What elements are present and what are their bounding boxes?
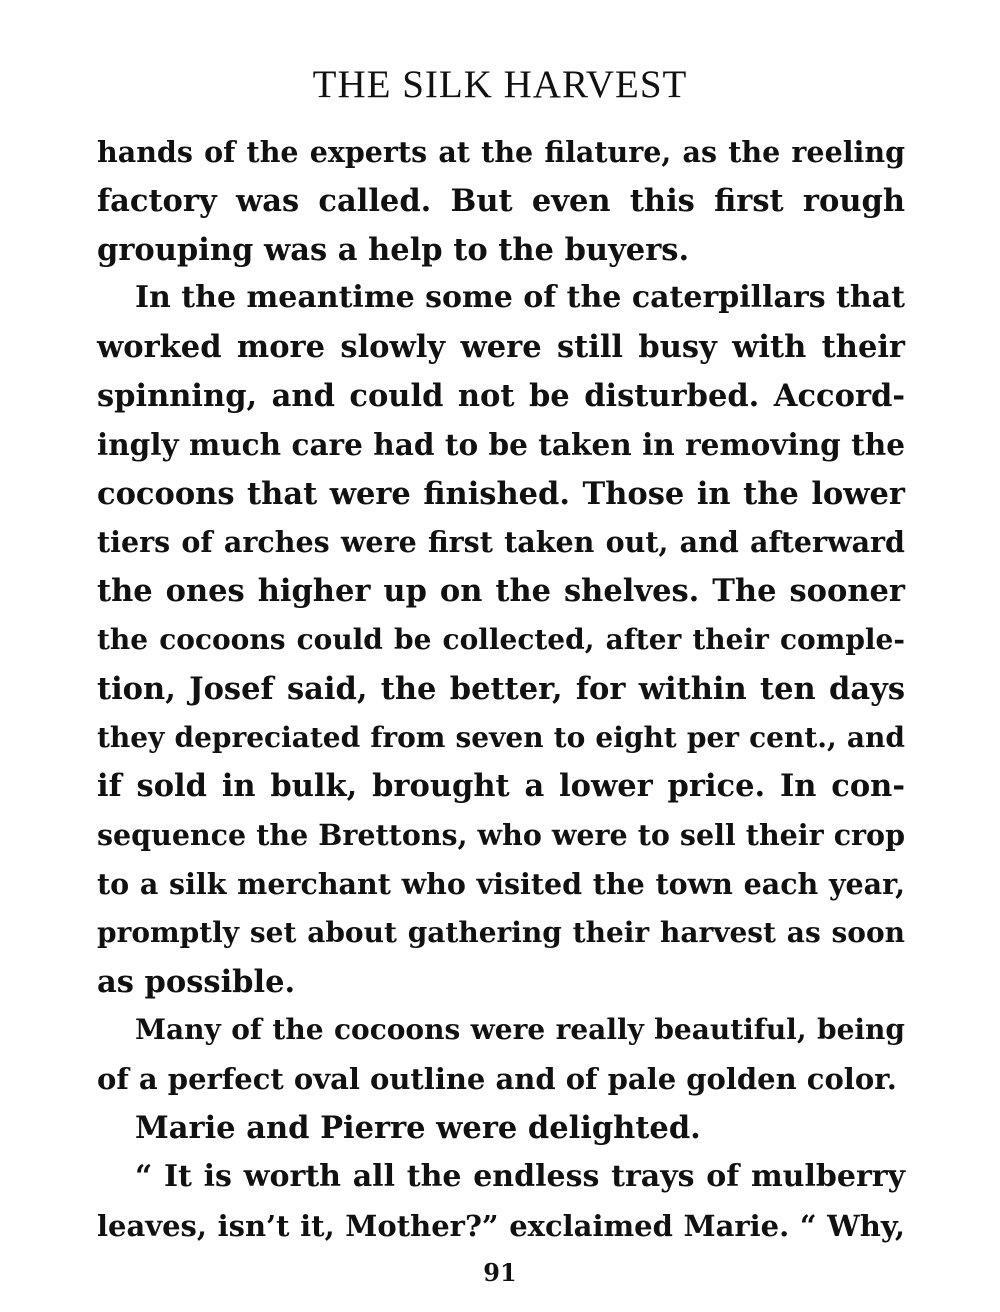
text-line: Marie and Pierre were delighted. [135, 1109, 701, 1146]
text-line: hands of the experts at the filature, as the reeling [97, 135, 905, 169]
text-line: spinning, and could not be disturbed. Accord- [97, 377, 905, 414]
text-line: cocoons that were finished. Those in the lower [97, 475, 905, 512]
text-line: Many of the cocoons were really beautiful, being [135, 1013, 905, 1047]
text-line: tiers of arches were first taken out, and afterward [97, 525, 905, 560]
text-line: grouping was a help to the buyers. [97, 231, 690, 268]
running-title: THE SILK HARVEST [312, 63, 688, 106]
text-line: the cocoons could be collected, after their comple- [97, 622, 905, 656]
text-line: worked more slowly were still busy with their [97, 329, 905, 366]
page-number: 91 [483, 1258, 517, 1287]
text-line: if sold in bulk, brought a lower price. In con- [97, 768, 905, 805]
text-line: they depreciated from seven to eight per cent., and [97, 720, 905, 754]
text-line: ingly much care had to be taken in removing the [97, 426, 905, 462]
text-line: the ones higher up on the shelves. The sooner [97, 573, 905, 610]
body-text [97, 128, 905, 1250]
text-line: In the meantime some of the caterpillars that [135, 280, 905, 316]
text-line: tion, Josef said, the better, for within ten days [97, 670, 905, 707]
text-line: leaves, isn’t it, Mother?” exclaimed Marie. “ Why, [97, 1208, 905, 1243]
text-line: as possible. [97, 963, 296, 1000]
text-line: promptly set about gathering their harvest as soon [97, 915, 905, 949]
text-line: of a perfect oval outline and of pale golden color. [97, 1062, 897, 1097]
text-line: factory was called. But even this first rough [97, 182, 905, 219]
text-line: sequence the Brettons, who were to sell their crop [97, 818, 905, 853]
text-line: “ It is worth all the endless trays of mulberry [135, 1158, 905, 1194]
text-line: to a silk merchant who visited the town each year, [97, 866, 905, 901]
